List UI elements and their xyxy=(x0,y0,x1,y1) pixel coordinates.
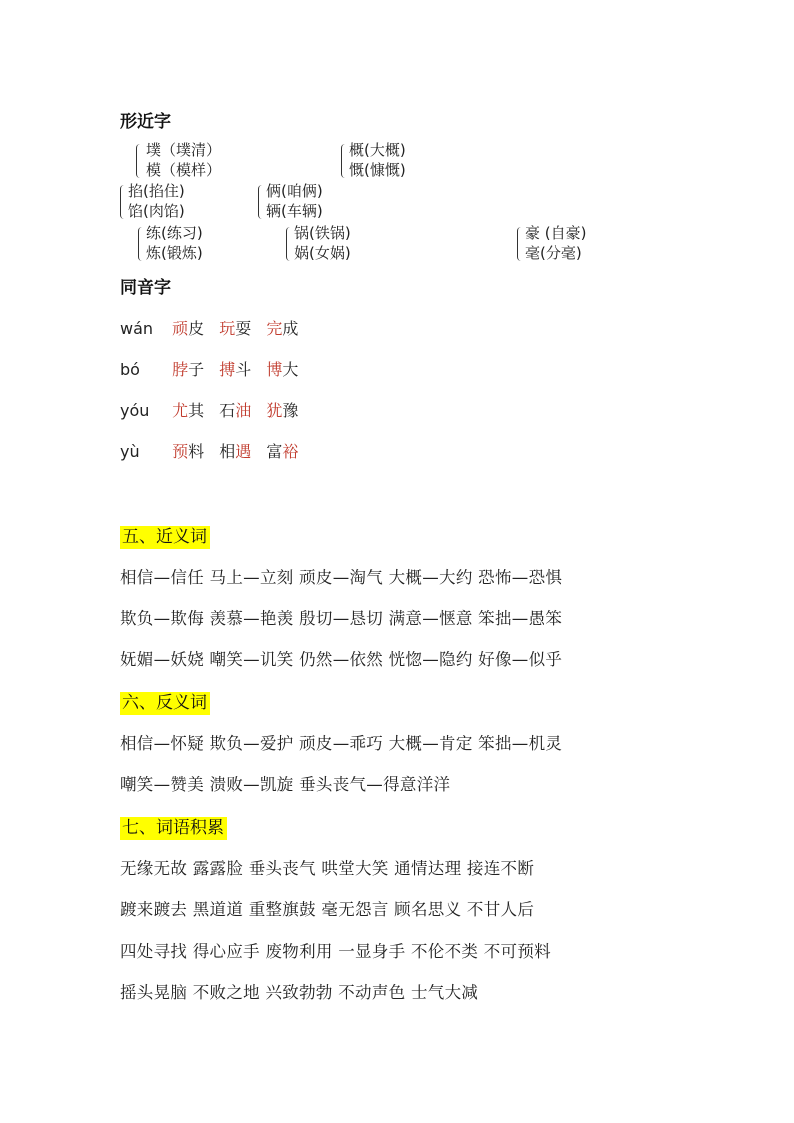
synonym-line: 相信—信任 马上—立刻 顽皮—淘气 大概—大约 恐怖—恐惧 xyxy=(120,568,563,587)
homophone-word: 完成 xyxy=(266,319,299,338)
similar-char-group xyxy=(138,223,203,263)
similar-char-item: 慨(慷慨) xyxy=(349,161,406,179)
homophone-word: 石油 xyxy=(219,401,252,420)
brace-icon xyxy=(258,185,263,219)
brace-icon xyxy=(517,227,522,261)
vocabulary-line: 摇头晃脑 不败之地 兴致勃勃 不动声色 士气大减 xyxy=(120,983,479,1002)
antonym-line: 相信—怀疑 欺负—爱护 顽皮—乖巧 大概—肯定 笨拙—机灵 xyxy=(120,734,563,753)
brace-icon xyxy=(138,227,143,261)
homophones-heading: 同音字 xyxy=(120,278,171,298)
homophone-word: 富裕 xyxy=(266,442,299,461)
similar-char-item: 馅(肉馅) xyxy=(128,202,185,220)
brace-icon xyxy=(120,185,125,219)
antonym-line: 嘲笑—赞美 溃败—凯旋 垂头丧气—得意洋洋 xyxy=(120,775,451,794)
similar-char-item: 练(练习) xyxy=(146,224,203,242)
vocabulary-line: 无缘无故 露露脸 垂头丧气 哄堂大笑 通情达理 接连不断 xyxy=(120,859,535,878)
similar-char-item: 概(大概) xyxy=(349,141,406,159)
homophone-word: 预料 xyxy=(172,442,205,461)
similar-char-group xyxy=(341,140,406,180)
similar-char-item: 豪 (自豪) xyxy=(525,224,587,242)
vocabulary-line: 四处寻找 得心应手 废物利用 一显身手 不伦不类 不可预料 xyxy=(120,942,551,961)
pinyin-label: yóu xyxy=(120,401,150,420)
antonyms-heading-block xyxy=(120,688,210,713)
homophone-word: 玩耍 xyxy=(219,319,252,338)
similar-char-item: 锅(铁锅) xyxy=(294,224,351,242)
similar-char-group xyxy=(136,140,222,180)
homophone-row xyxy=(120,398,308,421)
similar-char-item: 娲(女娲) xyxy=(294,244,351,262)
similar-char-item: 掐(掐住) xyxy=(128,182,185,200)
vocabulary-heading-block xyxy=(120,813,227,838)
pinyin-label: yù xyxy=(120,442,140,461)
brace-icon xyxy=(286,227,291,261)
similar-char-item: 毫(分毫) xyxy=(525,244,582,262)
similar-char-item: 辆(车辆) xyxy=(266,202,323,220)
similar-char-item: 炼(锻炼) xyxy=(146,244,203,262)
similar-char-item: 俩(咱俩) xyxy=(266,182,323,200)
synonym-line: 妩媚—妖娆 嘲笑—讥笑 仍然—依然 恍惚—隐约 好像—似乎 xyxy=(120,650,563,669)
pinyin-label: wán xyxy=(120,319,154,338)
similar-chars-heading: 形近字 xyxy=(120,112,171,132)
homophone-row xyxy=(120,316,308,339)
similar-char-item: 墣（墣清） xyxy=(146,141,222,159)
brace-icon xyxy=(136,144,141,178)
antonyms-heading: 六、反义词 xyxy=(120,692,210,715)
brace-icon xyxy=(341,144,346,178)
homophone-word: 博大 xyxy=(266,360,299,379)
similar-char-group xyxy=(517,223,587,263)
homophone-word: 相遇 xyxy=(219,442,252,461)
similar-char-item: 模（模样） xyxy=(146,161,222,179)
similar-char-group xyxy=(286,223,351,263)
homophone-word: 脖子 xyxy=(172,360,205,379)
homophone-word: 尤其 xyxy=(172,401,205,420)
homophone-word: 顽皮 xyxy=(172,319,205,338)
homophone-row xyxy=(120,439,308,462)
pinyin-label: bó xyxy=(120,360,140,379)
synonyms-heading-block xyxy=(120,522,210,547)
homophone-word: 搏斗 xyxy=(219,360,252,379)
similar-char-group xyxy=(258,181,323,221)
synonym-line: 欺负—欺侮 羡慕—艳羡 殷切—恳切 满意—惬意 笨拙—愚笨 xyxy=(120,609,563,628)
vocabulary-line: 踱来踱去 黑道道 重整旗鼓 毫无怨言 顾名思义 不甘人后 xyxy=(120,900,535,919)
vocabulary-heading: 七、词语积累 xyxy=(120,817,227,840)
similar-char-group xyxy=(120,181,185,221)
homophone-word: 犹豫 xyxy=(266,401,299,420)
homophone-row xyxy=(120,357,308,380)
synonyms-heading: 五、近义词 xyxy=(120,526,210,549)
